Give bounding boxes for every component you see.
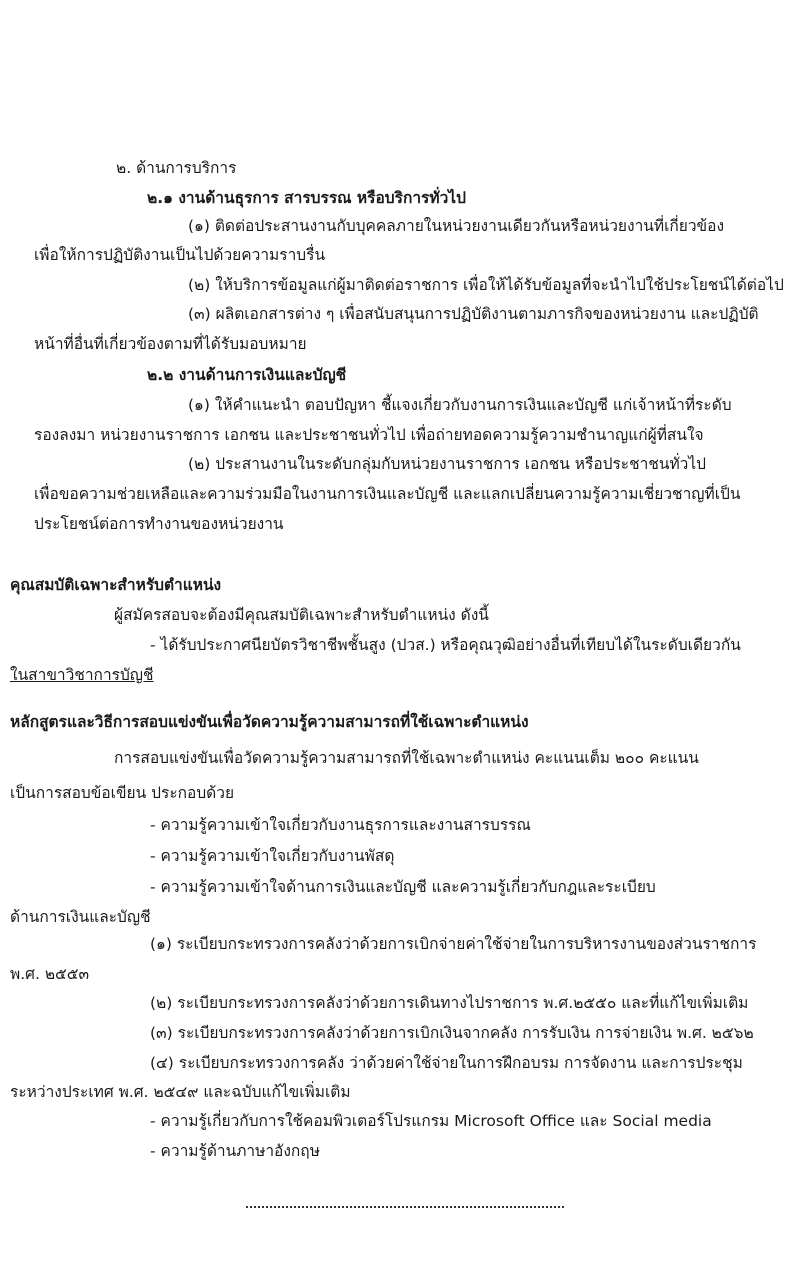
list-item: - ความรู้ความเข้าใจเกี่ยวกับงานธุรการและงานสารบรรณ	[150, 816, 531, 834]
paragraph-line: (๒) ให้บริการข้อมูลแก่ผู้มาติดต่อราชการ เพื่อให้ได้รับข้อมูลที่จะนำไปใช้ประโยชน์ได้ต่อไป	[188, 276, 784, 294]
list-item: (๓) ระเบียบกระทรวงการคลังว่าด้วยการเบิกเงินจากคลัง การรับเงิน การจ่ายเงิน พ.ศ. ๒๕๖๒	[150, 1024, 754, 1042]
section-2-2-heading: ๒.๒ งานด้านการเงินและบัญชี	[147, 366, 347, 384]
paragraph-line: (๑) ติดต่อประสานงานกับบุคคลภายในหน่วยงานเดียวกันหรือหน่วยงานที่เกี่ยวข้อง	[188, 217, 725, 235]
paragraph-line: - ได้รับประกาศนียบัตรวิชาชีพชั้นสูง (ปวส.) หรือคุณวุฒิอย่างอื่นที่เทียบได้ในระดับเดียวกัน	[150, 636, 741, 654]
paragraph-line: (๑) ให้คำแนะนำ ตอบปัญหา ชี้แจงเกี่ยวกับงานการเงินและบัญชี แก่เจ้าหน้าที่ระดับ	[188, 396, 732, 414]
section-2-heading: ๒. ด้านการบริการ	[116, 159, 237, 177]
section-2-1-heading: ๒.๑ งานด้านธุรการ สารบรรณ หรือบริการทั่วไป	[147, 189, 466, 207]
paragraph-line: ระหว่างประเทศ พ.ศ. ๒๕๔๙ และฉบับแก้ไขเพิ่มเติม	[10, 1083, 351, 1101]
list-item: - ความรู้ด้านภาษาอังกฤษ	[150, 1142, 320, 1160]
list-item: - ความรู้ความเข้าใจด้านการเงินและบัญชี และความรู้เกี่ยวกับกฎและระเบียบ	[150, 878, 656, 896]
paragraph-line: การสอบแข่งขันเพื่อวัดความรู้ความสามารถที่ใช้เฉพาะตำแหน่ง คะแนนเต็ม ๒๐๐ คะแนน	[114, 749, 699, 767]
list-item: (๔) ระเบียบกระทรวงการคลัง ว่าด้วยค่าใช้จ่ายในการฝึกอบรม การจัดงาน และการประชุม	[150, 1054, 743, 1072]
paragraph-line: เป็นการสอบข้อเขียน ประกอบด้วย	[10, 784, 235, 802]
list-item: (๒) ระเบียบกระทรวงการคลังว่าด้วยการเดินทางไปราชการ พ.ศ.๒๕๕๐ และที่แก้ไขเพิ่มเติม	[150, 994, 749, 1012]
paragraph-line: ด้านการเงินและบัญชี	[10, 908, 151, 926]
dotted-separator	[246, 1206, 564, 1208]
paragraph-line: (๒) ประสานงานในระดับกลุ่มกับหน่วยงานราชการ เอกชน หรือประชาชนทั่วไป	[188, 455, 707, 473]
exam-heading: หลักสูตรและวิธีการสอบแข่งขันเพื่อวัดความรู้ความสามารถที่ใช้เฉพาะตำแหน่ง	[10, 713, 529, 731]
paragraph-line: (๓) ผลิตเอกสารต่าง ๆ เพื่อสนับสนุนการปฏิบัติงานตามภารกิจของหน่วยงาน และปฏิบัติ	[188, 305, 759, 323]
qualifications-heading: คุณสมบัติเฉพาะสำหรับตำแหน่ง	[10, 576, 222, 594]
list-item: - ความรู้เกี่ยวกับการใช้คอมพิวเตอร์โปรแกรม Microsoft Office และ Social media	[150, 1112, 712, 1130]
paragraph-line: พ.ศ. ๒๕๕๓	[10, 965, 90, 983]
paragraph-line: เพื่อให้การปฏิบัติงานเป็นไปด้วยความราบรื่น	[34, 246, 326, 264]
qualification-field: ในสาขาวิชาการบัญชี	[10, 666, 154, 684]
paragraph-line: เพื่อขอความช่วยเหลือและความร่วมมือในงานการเงินและบัญชี และแลกเปลี่ยนความรู้ความเชี่ยวชาญที่เป็น	[34, 485, 741, 503]
list-item: - ความรู้ความเข้าใจเกี่ยวกับงานพัสดุ	[150, 847, 395, 865]
paragraph-line: ผู้สมัครสอบจะต้องมีคุณสมบัติเฉพาะสำหรับตำแหน่ง ดังนี้	[114, 606, 489, 624]
paragraph-line: ประโยชน์ต่อการทำงานของหน่วยงาน	[34, 515, 284, 533]
paragraph-line: หน้าที่อื่นที่เกี่ยวข้องตามที่ได้รับมอบหมาย	[34, 335, 307, 353]
paragraph-line: รองลงมา หน่วยงานราชการ เอกชน และประชาชนทั่วไป เพื่อถ่ายทอดความรู้ความชำนาญแก่ผู้ที่สนใจ	[34, 426, 704, 444]
list-item: (๑) ระเบียบกระทรวงการคลังว่าด้วยการเบิกจ่ายค่าใช้จ่ายในการบริหารงานของส่วนราชการ	[150, 935, 757, 953]
